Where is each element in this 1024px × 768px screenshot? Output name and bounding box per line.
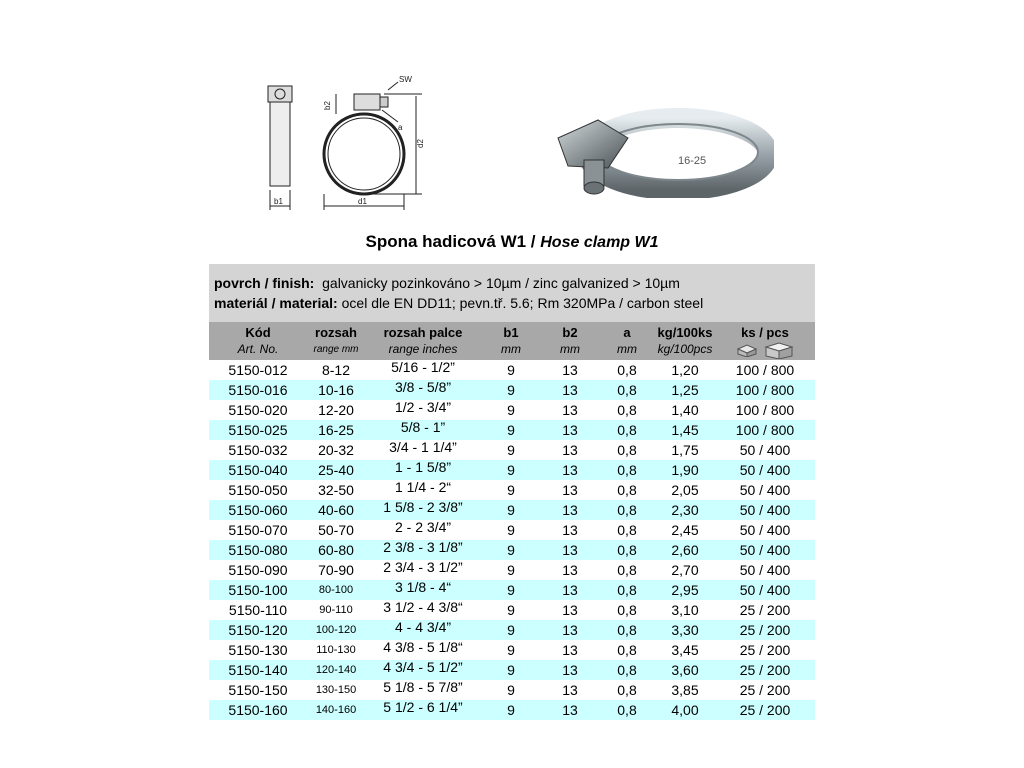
material-label: materiál / material: xyxy=(214,295,338,311)
cell-palce: 5 1/2 - 6 1/4” xyxy=(365,700,481,720)
cell-ks: 25 / 200 xyxy=(715,620,815,640)
cell-kg: 1,75 xyxy=(671,442,699,458)
spec-table xyxy=(209,322,815,720)
cell-a: 0,8 xyxy=(599,620,655,640)
band-stamp: 16-25 xyxy=(678,155,707,167)
cell-kg: 2,95 xyxy=(655,580,715,600)
cell-a: 0,8 xyxy=(617,442,637,458)
cell-a: 0,8 xyxy=(599,580,655,600)
cell-b1: 9 xyxy=(507,362,515,378)
cell-rozsah: 80-100 xyxy=(307,580,365,600)
cell-ks: 25 / 200 xyxy=(715,660,815,680)
cell-b2: 13 xyxy=(562,402,578,418)
cell-kod: 5150-025 xyxy=(209,420,307,440)
cell-kod: 5150-090 xyxy=(228,562,288,578)
cell-b1: 9 xyxy=(507,402,515,418)
cell-palce: 2 3/8 - 3 1/8” xyxy=(365,540,481,560)
cell-rozsah: 12-20 xyxy=(318,402,354,418)
large-box-icon xyxy=(764,341,794,359)
page-title xyxy=(0,232,1024,252)
header-a: a mm xyxy=(599,322,655,360)
cell-b2: 13 xyxy=(541,700,599,720)
label-d1: d1 xyxy=(358,197,367,206)
table-row xyxy=(209,380,815,400)
cell-a: 0,8 xyxy=(617,402,637,418)
header-b2: b2 mm xyxy=(541,322,599,360)
cell-kod: 5150-070 xyxy=(228,522,288,538)
cell-b2: 13 xyxy=(562,682,578,698)
cell-kod: 5150-120 xyxy=(209,620,307,640)
cell-ks: 50 / 400 xyxy=(739,562,791,578)
cell-b2: 13 xyxy=(562,482,578,498)
cell-b2: 13 xyxy=(562,362,578,378)
cell-kod: 5150-130 xyxy=(228,642,288,658)
cell-kg: 3,30 xyxy=(655,620,715,640)
cell-rozsah: 25-40 xyxy=(307,460,365,480)
cell-rozsah: 130-150 xyxy=(315,684,357,696)
cell-rozsah: 20-32 xyxy=(318,442,354,458)
header-kg: kg/100ks kg/100pcs xyxy=(655,322,715,360)
cell-rozsah: 110-130 xyxy=(316,644,356,656)
cell-palce: 1 - 1 5/8” xyxy=(365,460,481,480)
cell-kg: 1,45 xyxy=(655,420,715,440)
header-palce: rozsah palce range inches xyxy=(365,322,481,360)
table-row xyxy=(209,460,815,480)
cell-ks: 25 / 200 xyxy=(739,642,791,658)
technical-drawing xyxy=(256,70,432,220)
cell-b1: 9 xyxy=(481,700,541,720)
cell-b1: 9 xyxy=(481,420,541,440)
cell-a: 0,8 xyxy=(617,522,637,538)
table-row xyxy=(209,700,815,720)
cell-ks: 100 / 800 xyxy=(735,362,795,378)
table-row xyxy=(209,500,815,520)
cell-kod: 5150-020 xyxy=(228,402,288,418)
table-row xyxy=(209,360,815,380)
cell-palce: 5/8 - 1” xyxy=(365,420,481,440)
cell-rozsah: 32-50 xyxy=(318,482,354,498)
cell-a: 0,8 xyxy=(599,380,655,400)
title-italic: Hose clamp W1 xyxy=(540,234,659,251)
cell-palce: 2 - 2 3/4” xyxy=(394,519,452,535)
cell-rozsah: 60-80 xyxy=(307,540,365,560)
table-header xyxy=(209,322,815,360)
cell-a: 0,8 xyxy=(617,602,637,618)
cell-palce: 3/8 - 5/8” xyxy=(365,380,481,400)
cell-b1: 9 xyxy=(481,540,541,560)
cell-kod: 5150-012 xyxy=(228,362,288,378)
cell-kg: 3,60 xyxy=(655,660,715,680)
cell-ks: 50 / 400 xyxy=(739,482,791,498)
packaging-icons xyxy=(715,341,815,359)
cell-ks: 100 / 800 xyxy=(715,380,815,400)
cell-ks: 50 / 400 xyxy=(715,500,815,520)
table-row xyxy=(209,580,815,600)
cell-rozsah: 70-90 xyxy=(318,562,354,578)
cell-a: 0,8 xyxy=(599,420,655,440)
cell-b2: 13 xyxy=(541,460,599,480)
cell-b1: 9 xyxy=(481,620,541,640)
cell-ks: 25 / 200 xyxy=(715,700,815,720)
cell-kod: 5150-032 xyxy=(228,442,288,458)
cell-kg: 2,05 xyxy=(671,482,699,498)
cell-ks: 50 / 400 xyxy=(739,522,791,538)
cell-kg: 1,20 xyxy=(671,362,699,378)
table-row xyxy=(209,620,815,640)
cell-kg: 1,90 xyxy=(655,460,715,480)
cell-ks: 50 / 400 xyxy=(715,460,815,480)
material-line xyxy=(214,293,809,313)
cell-ks: 50 / 400 xyxy=(739,442,791,458)
header-ks: ks / pcs xyxy=(715,322,815,360)
label-d2: d2 xyxy=(416,139,425,148)
cell-rozsah: 120-140 xyxy=(307,660,365,680)
cell-kg: 2,30 xyxy=(655,500,715,520)
hose-clamp-photo xyxy=(548,98,774,198)
cell-rozsah: 16-25 xyxy=(307,420,365,440)
table-row xyxy=(209,520,815,540)
cell-rozsah: 50-70 xyxy=(318,522,354,538)
cell-palce: 4 - 4 3/4” xyxy=(365,620,481,640)
cell-kg: 3,85 xyxy=(671,682,699,698)
cell-a: 0,8 xyxy=(599,700,655,720)
table-row xyxy=(209,420,815,440)
cell-palce: 1 1/4 - 2“ xyxy=(394,479,452,495)
cell-kg: 1,40 xyxy=(671,402,699,418)
cell-b1: 9 xyxy=(507,602,515,618)
finish-text: galvanicky pozinkováno > 10µm / zinc galvanized > 10µm xyxy=(322,275,680,291)
cell-b2: 13 xyxy=(541,420,599,440)
cell-ks: 50 / 400 xyxy=(715,580,815,600)
table-row xyxy=(209,560,815,580)
cell-b2: 13 xyxy=(562,442,578,458)
cell-a: 0,8 xyxy=(617,682,637,698)
cell-kg: 2,45 xyxy=(671,522,699,538)
label-a: a xyxy=(398,123,403,132)
cell-b1: 9 xyxy=(481,580,541,600)
cell-kg: 3,45 xyxy=(671,642,699,658)
cell-palce: 3 1/2 - 4 3/8“ xyxy=(383,599,463,615)
cell-kod: 5150-140 xyxy=(209,660,307,680)
cell-palce: 4 3/8 - 5 1/8“ xyxy=(383,639,463,655)
cell-ks: 50 / 400 xyxy=(715,540,815,560)
cell-b2: 13 xyxy=(541,580,599,600)
label-sw: SW xyxy=(399,75,412,84)
cell-ks: 25 / 200 xyxy=(739,602,791,618)
cell-a: 0,8 xyxy=(617,562,637,578)
cell-b2: 13 xyxy=(541,380,599,400)
cell-palce: 5/16 - 1/2” xyxy=(391,359,455,375)
table-row xyxy=(209,680,815,700)
cell-b2: 13 xyxy=(541,540,599,560)
small-box-icon xyxy=(736,343,758,357)
cell-a: 0,8 xyxy=(599,500,655,520)
cell-kod: 5150-050 xyxy=(228,482,288,498)
cell-b2: 13 xyxy=(562,562,578,578)
cell-b2: 13 xyxy=(541,660,599,680)
cell-b1: 9 xyxy=(481,380,541,400)
cell-b2: 13 xyxy=(541,620,599,640)
cell-kod: 5150-016 xyxy=(209,380,307,400)
cell-kg: 2,70 xyxy=(671,562,699,578)
cell-palce: 1/2 - 3/4” xyxy=(394,399,452,415)
cell-kod: 5150-100 xyxy=(209,580,307,600)
cell-b1: 9 xyxy=(507,482,515,498)
cell-a: 0,8 xyxy=(617,482,637,498)
cell-palce: 1 5/8 - 2 3/8” xyxy=(365,500,481,520)
cell-rozsah: 8-12 xyxy=(321,362,351,378)
cell-kod: 5150-110 xyxy=(228,602,288,618)
cell-kod: 5150-160 xyxy=(209,700,307,720)
cell-rozsah: 90-110 xyxy=(319,604,353,616)
cell-ks: 100 / 800 xyxy=(715,420,815,440)
cell-b1: 9 xyxy=(481,500,541,520)
cell-palce: 5 1/8 - 5 7/8” xyxy=(383,679,463,695)
spec-sheet xyxy=(209,264,815,720)
table-row xyxy=(209,440,815,460)
table-row xyxy=(209,660,815,680)
cell-palce: 4 3/4 - 5 1/2” xyxy=(365,660,481,680)
cell-rozsah: 10-16 xyxy=(307,380,365,400)
cell-ks: 25 / 200 xyxy=(739,682,791,698)
cell-rozsah: 140-160 xyxy=(307,700,365,720)
cell-kg: 3,10 xyxy=(671,602,699,618)
table-row xyxy=(209,400,815,420)
cell-palce: 3 1/8 - 4“ xyxy=(365,580,481,600)
label-b2: b2 xyxy=(323,101,332,110)
cell-a: 0,8 xyxy=(617,642,637,658)
cell-b2: 13 xyxy=(541,500,599,520)
cell-b1: 9 xyxy=(507,522,515,538)
cell-b2: 13 xyxy=(562,522,578,538)
table-row xyxy=(209,540,815,560)
table-row xyxy=(209,480,815,500)
header-kod: Kód Art. No. xyxy=(209,322,307,360)
cell-a: 0,8 xyxy=(599,460,655,480)
cell-b1: 9 xyxy=(507,562,515,578)
cell-rozsah: 40-60 xyxy=(307,500,365,520)
header-b1: b1 mm xyxy=(481,322,541,360)
cell-b1: 9 xyxy=(481,660,541,680)
cell-kod: 5150-080 xyxy=(209,540,307,560)
label-b1: b1 xyxy=(274,197,283,206)
material-text: ocel dle EN DD11; pevn.tř. 5.6; Rm 320MPa / carbon steel xyxy=(341,295,704,311)
spec-info xyxy=(209,264,815,322)
cell-a: 0,8 xyxy=(617,362,637,378)
header-rozsah: rozsah range mm xyxy=(307,322,365,360)
table-row xyxy=(209,600,815,620)
cell-palce: 2 3/4 - 3 1/2” xyxy=(383,559,463,575)
finish-label: povrch / finish: xyxy=(214,275,315,291)
cell-rozsah: 100-120 xyxy=(307,620,365,640)
cell-b1: 9 xyxy=(481,460,541,480)
cell-b2: 13 xyxy=(562,642,578,658)
cell-b1: 9 xyxy=(507,642,515,658)
cell-b1: 9 xyxy=(507,682,515,698)
cell-ks: 100 / 800 xyxy=(735,402,795,418)
cell-kod: 5150-040 xyxy=(209,460,307,480)
cell-kod: 5150-060 xyxy=(209,500,307,520)
finish-line xyxy=(214,273,809,293)
cell-kg: 1,25 xyxy=(655,380,715,400)
cell-palce: 3/4 - 1 1/4” xyxy=(389,439,457,455)
cell-b1: 9 xyxy=(507,442,515,458)
table-row xyxy=(209,640,815,660)
cell-kg: 4,00 xyxy=(655,700,715,720)
cell-kod: 5150-150 xyxy=(228,682,288,698)
cell-a: 0,8 xyxy=(599,660,655,680)
title-main: Spona hadicová W1 / xyxy=(365,232,541,251)
cell-kg: 2,60 xyxy=(655,540,715,560)
cell-b2: 13 xyxy=(562,602,578,618)
cell-a: 0,8 xyxy=(599,540,655,560)
